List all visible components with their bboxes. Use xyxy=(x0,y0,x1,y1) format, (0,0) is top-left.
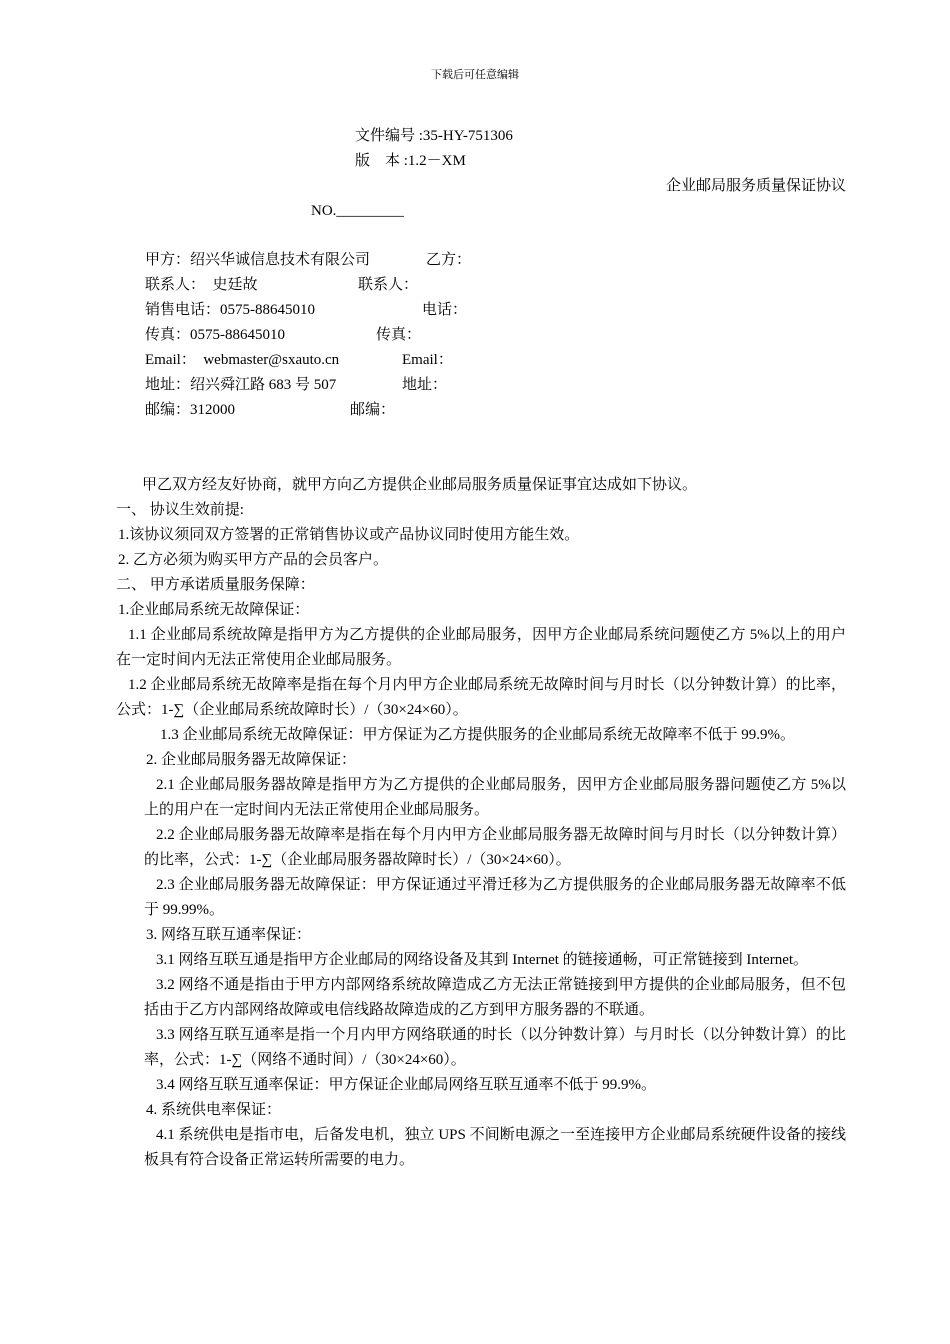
party-a-zip: 邮编：312000 xyxy=(145,402,236,418)
clause-2-3-2: 3.2 网络不通是指由于甲方内部网络系统故障造成乙方无法正常链接到甲方提供的企业邮局服务，但不包括由于乙方内部网络故障或电信线路故障造成的乙方到甲方服务器的不联通。 xyxy=(144,977,846,1018)
clause-2-3-3: 3.3 网络互联互通率是指一个月内甲方网络联通的时长（以分钟数计算）与月时长（以分钟数计算）的比率，公式：1-∑（网络不通时间）/（30×24×60）。 xyxy=(144,1027,846,1068)
document-no: NO._________ xyxy=(311,203,404,219)
party-b-zip: 邮编： xyxy=(350,402,396,418)
party-a-contact: 联系人： 史廷故 xyxy=(145,277,258,293)
party-b-email: Email： xyxy=(402,352,453,368)
party-phone-row xyxy=(145,298,625,323)
subsection-2-4-heading: 4. 系统供电率保证： xyxy=(146,1102,282,1118)
clause-2-4-1: 4.1 系统供电是指市电，后备发电机，独立 UPS 不间断电源之一至连接甲方企业邮局系统硬件设备的接线板具有符合设备正常运转所需要的电力。 xyxy=(144,1127,846,1168)
party-b-name: 乙方： xyxy=(426,252,472,268)
subsection-2-1-heading: 1.企业邮局系统无故障保证： xyxy=(118,602,310,618)
party-info-block xyxy=(145,248,625,423)
section-2-heading: 二、 甲方承诺质量服务保障： xyxy=(116,577,315,593)
party-fax-row xyxy=(145,323,625,348)
file-number: 文件编号 :35-HY-751306 xyxy=(355,128,513,144)
party-b-address: 地址： xyxy=(402,377,448,393)
party-a-email: Email： webmaster@sxauto.cn xyxy=(145,352,340,368)
clause-2-1-1: 1.1 企业邮局系统故障是指甲方为乙方提供的企业邮局服务，因甲方企业邮局系统问题使乙方 5%以上的用户在一定时间内无法正常使用企业邮局服务。 xyxy=(116,627,846,668)
clause-2-2-2: 2.2 企业邮局服务器无故障率是指在每个月内甲方企业邮局服务器无故障时间与月时长（以分钟数计算）的比率，公式：1-∑（企业邮局服务器故障时长）/（30×24×60）。 xyxy=(144,827,846,868)
page-header-note: 下载后可任意编辑 xyxy=(431,69,519,81)
clause-2-3-4: 3.4 网络互联互通率保证：甲方保证企业邮局网络互联互通率不低于 99.9%。 xyxy=(156,1077,656,1093)
subsection-2-3-heading: 3. 网络互联互通率保证： xyxy=(146,927,312,943)
party-email-row xyxy=(145,348,625,373)
section-1-heading: 一、 协议生效前提: xyxy=(116,502,244,518)
intro-paragraph: 甲乙双方经友好协商，就甲方向乙方提供企业邮局服务质量保证事宜达成如下协议。 xyxy=(142,477,698,493)
party-a-fax: 传真：0575-88645010 xyxy=(145,327,285,343)
party-address-row xyxy=(145,373,625,398)
party-name-row xyxy=(145,248,625,273)
party-b-phone: 电话： xyxy=(422,302,468,318)
document-title: 企业邮局服务质量保证协议 xyxy=(665,178,846,194)
party-a-address: 地址：绍兴舜江路 683 号 507 xyxy=(145,377,337,393)
party-b-fax: 传真： xyxy=(376,327,422,343)
party-zip-row xyxy=(145,398,625,423)
clause-1-1: 1.该协议须同双方签署的正常销售协议或产品协议同时使用方能生效。 xyxy=(118,527,580,543)
party-b-contact: 联系人： xyxy=(358,277,419,293)
subsection-2-2-heading: 2. 企业邮局服务器无故障保证： xyxy=(146,752,357,768)
party-a-phone: 销售电话：0575-88645010 xyxy=(145,302,315,318)
clause-1-2: 2. 乙方必须为购买甲方产品的会员客户。 xyxy=(118,552,389,568)
clause-2-2-3: 2.3 企业邮局服务器无故障保证：甲方保证通过平滑迁移为乙方提供服务的企业邮局服务器无故障率不低于 99.99%。 xyxy=(144,877,846,918)
version-number: 版 本 :1.2－XM xyxy=(355,153,466,169)
clause-2-2-1: 2.1 企业邮局服务器故障是指甲方为乙方提供的企业邮局服务，因甲方企业邮局服务器问题使乙方 5%以上的用户在一定时间内无法正常使用企业邮局服务。 xyxy=(144,777,846,818)
clause-2-3-1: 3.1 网络互联互通是指甲方企业邮局的网络设备及其到 Internet 的链接通畅，可正常链接到 Internet。 xyxy=(156,952,809,968)
clause-2-1-3: 1.3 企业邮局系统无故障保证：甲方保证为乙方提供服务的企业邮局系统无故障率不低于 99.9%。 xyxy=(160,727,795,743)
party-a-name: 甲方：绍兴华诚信息技术有限公司 xyxy=(145,252,371,268)
party-contact-row xyxy=(145,273,625,298)
clause-2-1-2: 1.2 企业邮局系统无故障率是指在每个月内甲方企业邮局系统无故障时间与月时长（以分钟数计算）的比率，公式：1-∑（企业邮局系统故障时长）/（30×24×60）。 xyxy=(116,677,846,718)
agreement-body xyxy=(116,473,846,1173)
